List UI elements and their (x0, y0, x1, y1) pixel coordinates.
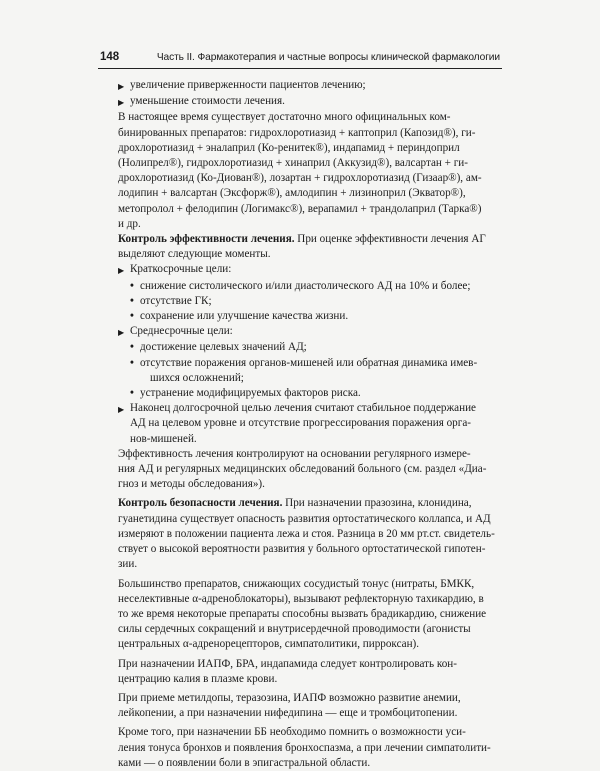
page-header (98, 50, 502, 69)
sub-item: • снижение систолического и/или диастолического АД на 10% и более; (118, 279, 500, 294)
sub-item: • отсутствие ГК; (118, 294, 500, 309)
sub-item: • достижение целевых значений АД; (118, 340, 500, 355)
dot-bullet-icon: • (130, 387, 134, 400)
paragraph-potassium: При назначении ИАПФ, БРА, индапамида следует контролировать кон- центрацию калия в плазме крови. (118, 657, 457, 685)
bullet-item: ▶ увеличение приверженности пациентов лечению; (118, 78, 500, 94)
dot-bullet-icon: • (130, 294, 134, 307)
sub-item: • устранение модифицируемых факторов риска. (118, 386, 500, 401)
paragraph-anemia: При приеме метилдопы, теразозина, ИАПФ возможно развитие анемии, лейкопении, а при назначении нифедипина — еще и тромбоцитопении. (118, 691, 461, 720)
running-title: Часть II. Фармакотерапия и частные вопросы клинической фармакологии (156, 52, 500, 63)
page-body (118, 78, 500, 771)
section-safety-control: Контроль безопасности лечения. При назначении празозина, клонидина, гуанетидина существует опасность развития ортостатического коллапса, и АД измеряют в положении пациента лежа и стоя. Разница в 20 мм рт.ст. свидетель- ствует о высокой вероятности развития у больного ортостатической гипотен- зии. (118, 497, 495, 571)
section-efficacy-control: Контроль эффективности лечения. При оценке эффективности лечения АГ выделяют следующие моменты. (118, 233, 486, 261)
dot-bullet-icon: • (130, 310, 134, 323)
triangle-bullet-icon: ▶ (118, 328, 125, 338)
paragraph-heart-rate: Большинство препаратов, снижающих сосудистый тонус (нитраты, БМКК, неселективные α-адреноблокаторы), вызывают рефлекторную тахикардию, в то же время некоторые препараты способны вызвать брадикардию, снижение силы сердечных сокращений и внутрисердечной проводимости (агонисты центральных α-адренорецепторов, симпатолитики, пирроксан). (118, 577, 487, 651)
dot-bullet-icon: • (130, 279, 134, 292)
triangle-bullet-icon: ▶ (118, 405, 125, 415)
goal-item: ▶ Наконец долгосрочной целью лечения считают стабильное поддержание АД на целевом уровне и отсутствие прогрессирования поражения орга- нов-мишеней. (118, 401, 500, 447)
section-heading: Контроль эффективности лечения. (118, 233, 295, 246)
section-heading: Контроль безопасности лечения. (118, 497, 283, 510)
sub-item: • сохранение или улучшение качества жизни. (118, 309, 500, 324)
paragraph-monitoring: Эффективность лечения контролируют на основании регулярного измере- ния АД и регулярных медицинских обследований больного (см. раздел «Диа- гноз и методы обследования»). (118, 447, 487, 491)
bullet-item: ▶ уменьшение стоимости лечения. (118, 94, 500, 110)
dot-bullet-icon: • (130, 341, 134, 354)
page-number: 148 (100, 51, 120, 63)
paragraph-combined-drugs: В настоящее время существует достаточно много официнальных ком- бинированных препаратов: гидрохлоротиазид + каптоприл (Капозид®), ги- дрохлоротиазид + эналаприл (Ко-ренитек®), индапамид + периндоприл (Нолипрел®), гидрохлоротиазид + хинаприл (Аккузид®), валсартан + ги- дрохлоротиазид (Ко-Диован®), лозартан + гидрохлоротиазид (Гизаар®), ам- лодипин + валсартан (Эксфорж®), амлодипин + лизиноприл (Экватор®), метопролол + фелодипин (Логимакс®), верапамил + трандолаприл (Тарка®) и др. (118, 111, 482, 230)
dot-bullet-icon: • (130, 356, 134, 369)
goal-item: ▶ Среднесрочные цели: (118, 324, 500, 340)
triangle-bullet-icon: ▶ (118, 82, 125, 91)
triangle-bullet-icon: ▶ (118, 98, 125, 108)
paragraph-bronchospasm: Кроме того, при назначении ББ необходимо помнить о возможности уси- ления тонуса бронхов и появления бронхоспазма, а при лечении симпатолити- ками — о появлении боли в эпигастральной области. (118, 726, 491, 769)
sub-item: • отсутствие поражения органов-мишеней или обратная динамика имев- шихся осложнений; (118, 356, 500, 386)
goal-item: ▶ Краткосрочные цели: (118, 262, 500, 278)
triangle-bullet-icon: ▶ (118, 266, 125, 276)
